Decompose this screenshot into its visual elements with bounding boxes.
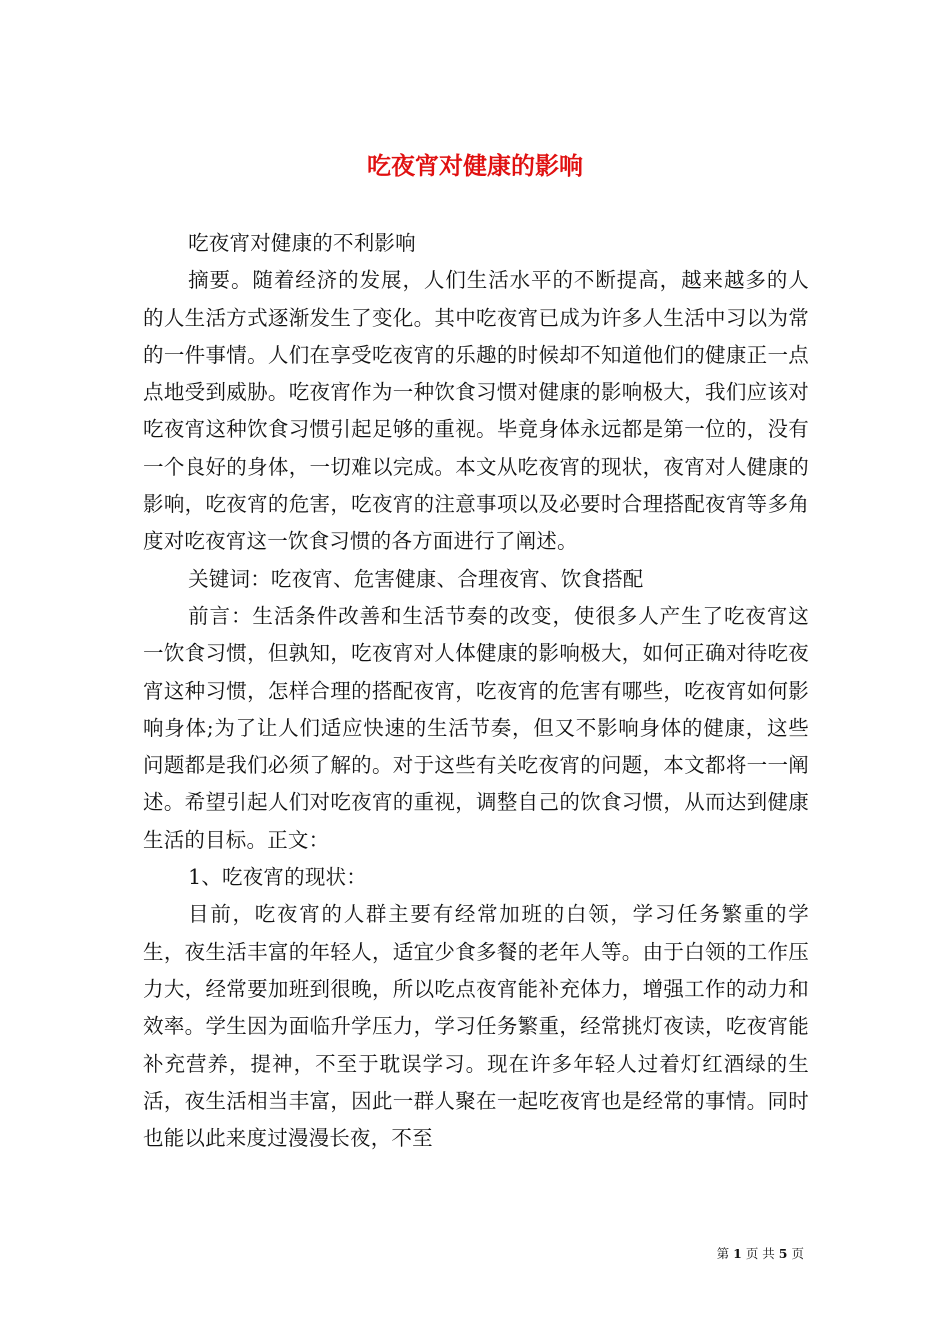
footer-prefix: 第 (716, 1246, 730, 1261)
footer-current-page: 1 (733, 1246, 742, 1261)
section-heading-1: 1、吃夜宵的现状： (188, 865, 367, 890)
footer-mid: 页 共 (745, 1246, 775, 1261)
document-body (143, 225, 809, 1157)
page-number-footer (717, 1245, 804, 1263)
footer-total-pages: 5 (778, 1246, 788, 1261)
body-paragraph: 目前，吃夜宵的人群主要有经常加班的白领，学习任务繁重的学生，夜生活丰富的年轻人，适宜少食多餐的老年人等。由于白领的工作压力大，经常要加班到很晚，所以吃点夜宵能补充体力，增强工作的动力和效率。学生因为面临升学压力，学习任务繁重，经常挑灯夜读，吃夜宵能补充营养，提神，不至于耽误学习。现在许多年轻人过着灯红酒绿的生活，夜生活相当丰富，因此一群人聚在一起吃夜宵也是经常的事情。同时也能以此来度过漫漫长夜，不至 (143, 902, 809, 1151)
preface-paragraph: 前言：生活条件改善和生活节奏的改变，使很多人产生了吃夜宵这一饮食习惯，但孰知，吃夜宵对人体健康的影响极大，如何正确对待吃夜宵这种习惯，怎样合理的搭配夜宵，吃夜宵的危害有哪些，吃夜宵如何影响身体;为了让人们适应快速的生活节奏，但又不影响身体的健康，这些问题都是我们必须了解的。对于这些有关吃夜宵的问题，本文都将一一阐述。希望引起人们对吃夜宵的重视，调整自己的饮食习惯，从而达到健康生活的目标。正文： (143, 603, 809, 852)
abstract-paragraph: 摘要。随着经济的发展，人们生活水平的不断提高，越来越多的人的人生活方式逐渐发生了变化。其中吃夜宵已成为许多人生活中习以为常的一件事情。人们在享受吃夜宵的乐趣的时候却不知道他们的健康正一点点地受到威胁。吃夜宵作为一种饮食习惯对健康的影响极大，我们应该对吃夜宵这种饮食习惯引起足够的重视。毕竟身体永远都是第一位的，没有一个良好的身体，一切难以完成。本文从吃夜宵的现状，夜宵对人健康的影响，吃夜宵的危害，吃夜宵的注意事项以及必要时合理搭配夜宵等多角度对吃夜宵这一饮食习惯的各方面进行了阐述。 (143, 268, 809, 554)
footer-suffix: 页 (791, 1246, 804, 1261)
document-title: 吃夜宵对健康的影响 (367, 151, 583, 181)
keywords-paragraph: 关键词：吃夜宵、危害健康、合理夜宵、饮食搭配 (188, 566, 644, 591)
section-subtitle: 吃夜宵对健康的不利影响 (188, 231, 416, 255)
